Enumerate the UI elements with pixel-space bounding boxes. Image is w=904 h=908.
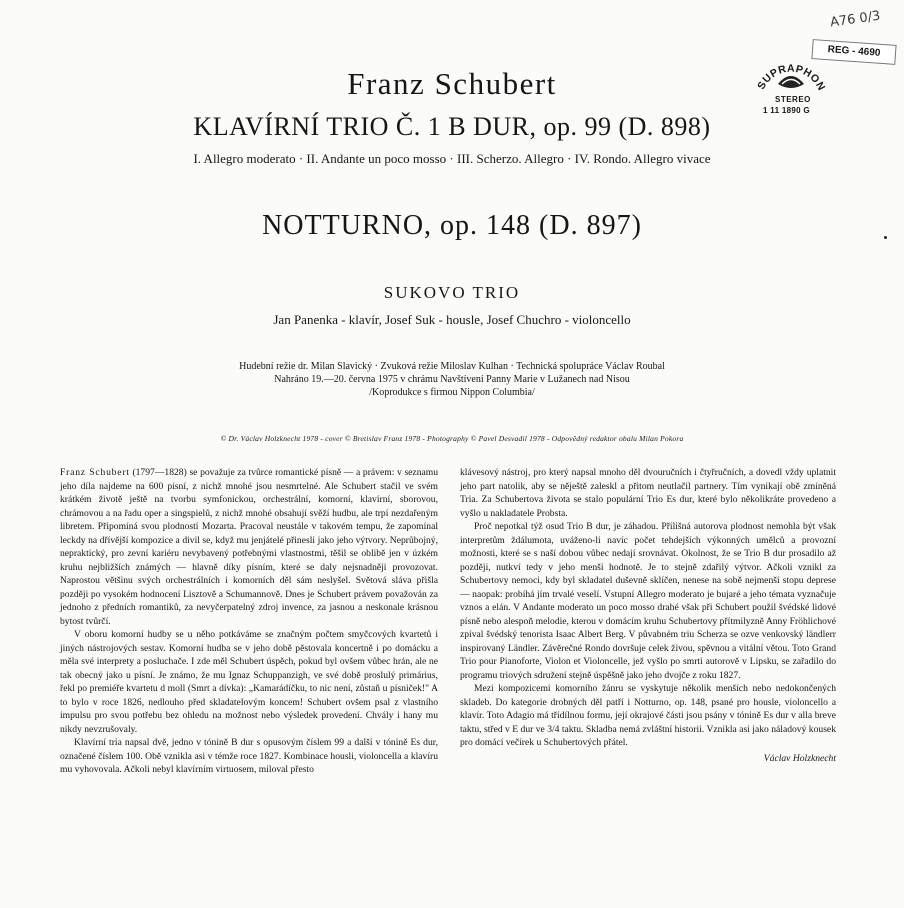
notes-paragraph [60,466,438,628]
brand-text: SUPRAPHO [756,62,823,92]
coproduction-note: /Koprodukce s firmou Nippon Columbia/ [369,387,535,398]
work-title-trio: KLAVÍRNÍ TRIO Č. 1 B DUR, op. 99 (D. 898) [193,112,711,141]
notes-lead: Franz Schubert [60,467,130,478]
stereo-label: STEREO [775,95,811,104]
notes-paragraph: Klavírní tria napsal dvě, jedno v tónině B dur s opusovým číslem 99 a další v tónině Es dur, označené číslem 100. Obě vznikla asi v témže roce 1827. Kombinace housli, violoncella a klavíru mu vyhovovala. Ačkoli nebyl klavírním virtuosem, miloval přesto [60,737,438,775]
work-title-notturno: NOTTURNO, op. 148 (D. 897) [262,210,642,241]
notes-paragraph: Proč nepotkal týž osud Trio B dur, je záhadou. Přílišná autorova plodnost nemohla být však interpretům ždálumota, uváženo-li navíc počet tehdejších výkonných umělců a provozní možnosti, které se s naší dobou vůbec nedají srovnávat. Okolnost, že se Trio B dur prosadilo až později, nutkví tedy v jeho menší hodnotě. Je to stejně zdařilý výtvor. Ačkoli vznikl za Schubertovy nemoci, kdy byl skladatel duševně sklíčen, nenese na sobě nejmenší stopu deprese — naopak: probíhá jím trvalé veselí. Vstupní Allegro moderato je bujaré a jeho témata vyznačuje vznos a elán. V Andante moderato un poco mosso drahé však při Schubert použil švédské lidové písně nebo alespoň melodie, kterou v domácím kruhu Schubertovy přítmilyzně Anny Fröhlichové zpíval švédský tenorista Isaac Albert Berg. V půvabném triu Scherza se ozve venkovský ländlerr inspirovaný Ländler. Závěrečné Rondo dovršuje celek živou, spěvnou a vitální větou. Toto Grand Trio pour Pianoforte, Violon et Violoncelle, jež vyšlo po smrti autorově v Lipsku, se zařadilo do programu triových sdružení stejně úspěšně jako jeho dvojče z roku 1827. [460,521,836,681]
liner-notes-right [460,466,836,765]
notes-paragraph: klávesový nástroj, pro který napsal mnoho děl dvouručních i čtyřručních, a dovedl vždy uplatnit jeho part natolik, aby se něještě zaleskl a přitom neutlačil partnery. Tím vynikají obě zmíněná Tria. Za Schubertova života se stalo populární Trio Es dur, které bylo několikráte provedeno a vyšlo u nakladatele Probsta. [460,467,836,519]
production-credits: Hudební režie dr. Milan Slavický · Zvuková režie Miloslav Kulhan · Technická spolupráce Václav Roubal [239,361,665,372]
registration-sticker: REG - 4690 [811,39,896,65]
recording-info: Nahráno 19.—20. června 1975 v chrámu Navštívení Panny Marie v Lužanech nad Nisou [274,374,630,385]
supraphon-logo [756,54,826,100]
notes-text: (1797—1828) se považuje za tvůrce romantické písně — a právem: v seznamu jeho díla najdeme na 600 písní, z nichž mnohé jsou nesmrtelné. Ale Schubert stačil ve svém krátkém životě ještě na tvorbu symfonickou, orchestrální, komorní, klavírní, sborovou, chrámovou a na řadu oper a singspielů, z nichž mnohé obsahují svěží hudbu, ale trpí nezdařeným libretem. Připomíná svou plodností Mozarta. Pracoval neustále v takovém tempu, že zapomínal leckdy na dřívější kompozice a divil se, když mu jenjátelé přinesli jako jeho výtvory. Neprůbojný, nepraktický, pro zevní kariéru nevybavený potřebnými vlastnostmi, těšil se oblibě jen v úzkém kruhu nejbližších známých — hlavně díky písním, které se daly nejsnadněji provozovat. Naprostou většinu svých orchestrálních i komorních děl sám neslyšel. Světová sláva přišla později po vysokém hodnocení Lisztově a Schumannově. Dnes je Schubert právem považován za jednoho z předních romantiků, za nevyčerpatelný zdroj invence, za jasnou a neskonale krásnou bytost tvůrčí. [60,467,439,627]
catalog-number: 1 11 1890 G [763,106,810,115]
ensemble-name: SUKOVO TRIO [383,283,521,302]
notes-paragraph: Mezi kompozicemi komorního žánru se vyskytuje několik menších nebo nedokončených skladeb. Do kategorie drobných děl patří i Notturno, op. 148, psané pro housle, violoncello a klavír. Toto Adagio má třídílnou formu, její okrajové části jsou psány v tónině Es dur v alla breve taktu, střed v E dur ve 3/4 taktu. Skladba nemá zvláštní historii. Vznikla asi jako náladový kousek pro domácí večírek u Schubertových přátel. [460,683,836,748]
movements-list: I. Allegro moderato · II. Andante un poco mosso · III. Scherzo. Allegro · IV. Rondo. Allegro vivace [193,151,711,166]
print-mark [884,236,887,239]
performers-line: Jan Panenka - klavír, Josef Suk - housle, Josef Chuchro - violoncello [273,312,631,327]
liner-notes-left [60,466,438,777]
handwritten-mark: A76 0/3 [829,8,882,31]
author-signature: Václav Holzknecht [763,752,836,764]
copyright-line: © Dr. Václav Holzknecht 1978 - cover © Bretislav Franz 1978 - Photography © Pavel Desvadil 1978 - Odpovědný redaktor obalu Milan Pokora [220,434,684,443]
composer-name: Franz Schubert [347,66,557,101]
notes-paragraph: V oboru komorní hudby se u něho potkáváme se značným počtem smyčcových kvartetů i jiných nástrojových sestav. Komorní hudba se v jeho době pěstovala koncertně i po domácku a měla své interprety a posluchače. I zde měl Schubert úspěch, pokud byl ovšem vůbec hrán, ale ne tak obecný jako u písní. Je známo, že mu Ignaz Schuppanzigh, ve své době proslulý primárius, řekl po premiéře kvartetu d moll (Smrt a dívka): „Kamarádíčku, to nic není, zůstaň u písniček!" A to bylo v roce 1826, nedlouho před skladatelovým koncem! Schubert ovšem psal z vlastního impulsu pro svou potřebu bez ohledu na možnost nebo výsledek provedení. Chvály i hany mu nikdy nevzrušovaly. [60,629,438,735]
